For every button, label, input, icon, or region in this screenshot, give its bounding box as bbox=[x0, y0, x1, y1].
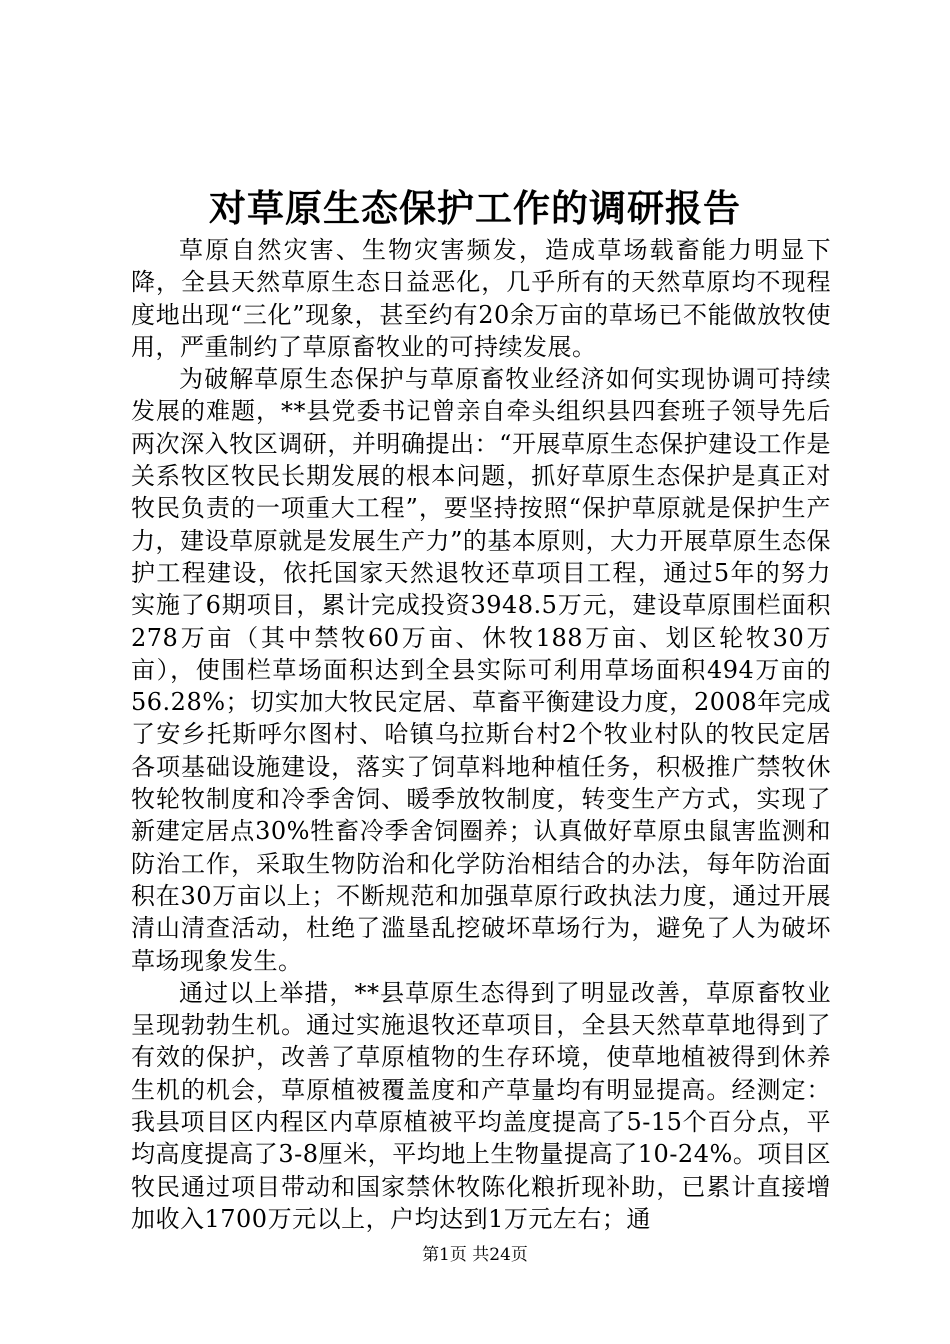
document-body bbox=[131, 234, 831, 1235]
paragraph-2: 为破解草原生态保护与草原畜牧业经济如何实现协调可持续发展的难题，**县党委书记曾亲自牵头组织县四套班子领导先后两次深入牧区调研，并明确提出：“开展草原生态保护建设工作是关系牧区牧民长期发展的根本问题，抓好草原生态保护是真正对牧民负责的一项重大工程”，要坚持按照“保护草原就是保护生产力，建设草原就是发展生产力”的基本原则，大力开展草原生态保护工程建设，依托国家天然退牧还草项目工程，通过5年的努力实施了6期项目，累计完成投资3948.5万元，建设草原围栏面积278万亩（其中禁牧60万亩、休牧188万亩、划区轮牧30万亩），使围栏草场面积达到全县实际可利用草场面积494万亩的56.28%；切实加大牧民定居、草畜平衡建设力度，2008年完成了安乡托斯呼尔图村、哈镇乌拉斯台村2个牧业村队的牧民定居各项基础设施建设，落实了饲草料地种植任务，积极推广禁牧休牧轮牧制度和冷季舍饲、暖季放牧制度，转变生产方式，实现了新建定居点30%牲畜冷季舍饲圈养；认真做好草原虫鼠害监测和防治工作，采取生物防治和化学防治相结合的办法，每年防治面积在30万亩以上；不断规范和加强草原行政执法力度，通过开展清山清查活动，杜绝了滥垦乱挖破坏草场行为，避免了人为破坏草场现象发生。 bbox=[131, 365, 831, 975]
paragraph-3: 通过以上举措，**县草原生态得到了明显改善，草原畜牧业呈现勃勃生机。通过实施退牧还草项目，全县天然草草地得到了有效的保护，改善了草原植物的生存环境，使草地植被得到休养生机的机会，草原植被覆盖度和产草量均有明显提高。经测定：我县项目区内程区内草原植被平均盖度提高了5-15个百分点，平均高度提高了3-8厘米，平均地上生物量提高了10-24%。项目区牧民通过项目带动和国家禁休牧陈化粮折现补助，已累计直接增加收入1700万元以上，户均达到1万元左右；通 bbox=[131, 978, 831, 1233]
paragraph-1: 草原自然灾害、生物灾害频发，造成草场载畜能力明显下降，全县天然草原生态日益恶化，几乎所有的天然草原均不现程度地出现“三化”现象，甚至约有20余万亩的草场已不能做放牧使用，严重制约了草原畜牧业的可持续发展。 bbox=[131, 236, 831, 361]
page-number-footer: 第1页 共24页 bbox=[422, 1245, 528, 1265]
document-title: 对草原生态保护工作的调研报告 bbox=[209, 186, 741, 230]
